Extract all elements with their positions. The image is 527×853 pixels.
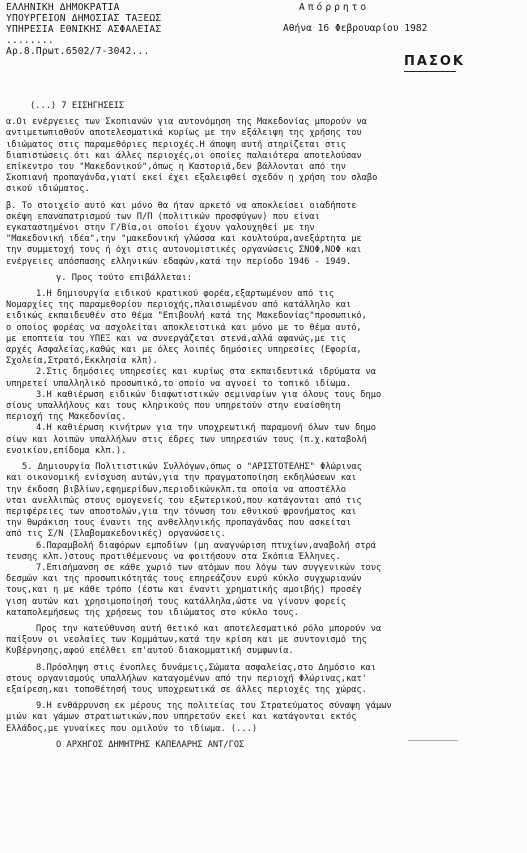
body-line: γιση αυτών και χρησιμοποίησή τους κατάλληλα,ώστε να γίνουν φορείς	[6, 596, 346, 607]
body-line: Σκοπιανή προπαγάνδα,γιατί εκεί έχει εξαλειφθεί σχεδόν η χρήση του σλαβο	[6, 173, 378, 184]
body-line: γ. Προς τούτο επιβάλλεται:	[56, 272, 192, 283]
body-line: τευσης κλπ.)στους προτιθέμενους να φοιτήσουν στα Σκόπια Έλληνες.	[6, 551, 341, 562]
body-line: Σχολεία,Στρατό,Εκκλησία κλπ).	[6, 356, 158, 367]
body-line: επίκεντρο του "Μακεδονικού",όπως η Καστοριά,δεν βάλλονται από την	[6, 162, 346, 173]
header-line: ΥΠΗΡΕΣΙΑ ΕΘΝΙΚΗΣ ΑΣΦΑΛΕΙΑΣ	[6, 24, 162, 35]
body-line: εξαίρεση,και τοποθέτησή τους υποχρεωτικά σε άλλες περιοχές της χώρας.	[6, 684, 367, 695]
body-line: 8.Πρόσληψη στις ένοπλες δυνάμεις,Σώματα ασφαλείας,στο Δημόσιο και	[36, 662, 376, 673]
body-line: αντιμετωπισθούν αποτελεσματικά κυρίως με την εξάλειψη της χρήσης του	[6, 128, 362, 139]
body-line: Νομαρχίες της παραμεθορίου περιοχής,πλαισιωμένου από κατάλληλο και	[6, 300, 352, 311]
protocol-number: Αρ.8.Πρωτ.6502/7-3042...	[6, 46, 150, 57]
document-body	[6, 101, 521, 751]
footer-rule	[408, 740, 458, 741]
body-line: περιφέρειες των αποστολών,για την τόνωση του εθνικού φρονήματος και	[6, 506, 357, 517]
body-line: ιδιώματος στις παραμεθόριες περιοχές.Η άποψη αυτή στηρίζεται στις	[6, 139, 346, 150]
body-line: μιών και γάμων στρατιωτικών,που υπηρετούν εκεί και κατάγονται εκτός	[6, 712, 357, 723]
body-line: σίων και λοιπών υπαλλήλων στις έδρες των υπηρεσιών τους (π.χ.καταβολή	[6, 434, 367, 445]
body-line: την θωράκιση τους έναντι της ανθελληνικής προπαγάνδας που ασκείται	[6, 518, 352, 529]
signature-line: Ο ΑΡΧΗΓΟΣ ΔΗΜΗΤΡΗΣ ΚΑΠΕΛΑΡΗΣ ΑΝΤ/ΓΟΣ	[56, 739, 245, 750]
body-line: σικού ιδιώματος.	[6, 184, 90, 195]
body-line: με εποπτεία του ΥΠΕΞ και να συνεργάζεται στενά,αλλά αφανώς,με τις	[6, 333, 346, 344]
body-line: περιοχή της Μακεδονίας.	[6, 412, 127, 423]
classification-block	[283, 2, 427, 34]
body-line: αρχές Ασφαλείας,καθώς και με όλες λοιπές δημόσιες υπηρεσίες (Εφορία,	[6, 345, 362, 356]
body-line: 9.Η ενθάρρυνση εκ μέρους της πολιτείας του Στρατεύματος σύναψη γάμων	[36, 701, 392, 712]
party-annotation-underline	[404, 71, 456, 72]
header-line: ΕΛΛΗΝΙΚΗ ΔΗΜΟΚΡΑΤΙΑ	[6, 2, 120, 13]
body-line: δεσμών και της προσωπικότητάς τους επηρεάζουν ευρύ κύκλο συγχωριανών	[6, 574, 362, 585]
body-line: α.Οι ενέργειες των Σκοπιανών για αυτονόμηση της Μακεδονίας μπορούν να	[6, 117, 367, 128]
body-line: εγκαταστημένοι στην Γ/Βία,οι οποίοι έχουν γαλουχηθεί με την	[6, 223, 315, 234]
body-line: Προς την κατεύθυνση αυτή θετικό και αποτελεσματικό ρόλο μπορούν να	[36, 623, 382, 634]
body-line: υπηρετεί υπαλληλικό προσωπικό,το οποίο να αγνοεί το τοπικό ιδίωμα.	[6, 378, 352, 389]
body-line: και οικονομική ενίσχυση αυτών,για την πραγματοποίηση εκδηλώσεων και	[6, 473, 357, 484]
document-date: Αθήνα 16 Φεβρουαρίου 1982	[283, 23, 428, 34]
body-line: 3.Η καθιέρωση ειδικών διαφωτιστικών σεμιναρίων για όλους τους δημο	[36, 389, 382, 400]
body-line: από τις Σ/Ν (Σλαβομακεδονικές) οργανώσεις.	[6, 529, 226, 540]
body-line: 1.Η δημιουργία ειδικού κρατικού φορέα,εξαρτωμένου από τις	[36, 289, 335, 300]
body-line: Κυβέρνησης,αφού επέλθει επ'αυτού διακομματική συμφωνία.	[6, 646, 294, 657]
body-line: (...) 7 ΕΙΣΗΓΗΣΕΙΣ	[30, 101, 125, 111]
body-line: ενέργειες απόσπασης ελληνικών εδαφών,κατά την περίοδο 1946 - 1949.	[6, 256, 352, 267]
body-line: παίξουν οι νεολαίες των Κομμάτων,κατά την κρίση και με συντονισμό της	[6, 635, 367, 646]
body-line: 4.Η καθιέρωση κινήτρων για την υποχρεωτική παραμονή όλων των δημο	[36, 423, 376, 434]
body-line: την έκδοση βιβλίων,εφημερίδων,περιοδικώνκλπ.τα οποία να αποστέλλο	[6, 484, 346, 495]
body-line: σίους υπαλλήλους και τους κληρικούς που υπηρετούν στην ευαίσθητη	[6, 401, 341, 412]
header-line: ........	[6, 35, 54, 46]
body-line: 7.Επισήμανση σε κάθε χωριό των ατόμων που λόγω των συγγενικών τους	[36, 562, 382, 573]
classification-label: Απόρρητο	[299, 2, 370, 13]
body-line: τους,και η με κάθε τρόπο (έστω και έναντι χρηματικής αμοιβής) προσέγ	[6, 585, 362, 596]
body-line: "Μακεδονική ιδέα",την "μακεδονική γλώσσα και κουλτούρα,ανεξάρτητα με	[6, 234, 362, 245]
body-line: διαπιστώσεις ότι και άλλες περιοχές,οι οποίες παλαιότερα αποτελούσαν	[6, 150, 362, 161]
body-line: β. Το στοιχείο αυτό και μόνο θα ήταν αρκετό να αποκλείσει οιαδήποτε	[6, 200, 357, 211]
body-line: 2.Στις δημόσιες υπηρεσίες και κυρίως στα εκπαιδευτικά ιδρύματα να	[36, 367, 376, 378]
body-line: στους οργανισμούς υπαλλήλων καταγομένων από την περιοχή Φλώρινας,κατ'	[6, 673, 367, 684]
body-line: καταπολεμήσεως της χρήσεως του ιδιώματος στο κύκλο τους.	[6, 607, 299, 618]
header-line: ΥΠΟΥΡΓΕΙΟΝ ΔΗΜΟΣΙΑΣ ΤΑΞΕΩΣ	[6, 13, 162, 24]
body-line: νται ανελλιπώς στους ομογενείς του εξωτερικού,που κατάγονται από τις	[6, 495, 362, 506]
body-line: 6.Παραμβολή διαφόρων εμποδίων (μη αναγνώριση πτυχίων,αναβολή στρά	[36, 540, 376, 551]
body-line: Ελλάδος,με γυναίκες που ομιλούν το ιδίωμα. (...)	[6, 723, 258, 734]
issuing-authority-block	[6, 2, 161, 57]
body-line: ο οποίος φορέας να ασχολείται αποκλειστικά και μόνο με το θέμα αυτό,	[6, 322, 362, 333]
body-line: ενοικίου,επίδομα κλπ.).	[6, 445, 127, 456]
body-line: ειδικώς εκπαιδευθέν στο θέμα "Επιβουλή κατά της Μακεδονίας"προσωπικό,	[6, 311, 367, 322]
party-annotation: ΠΑΣΟΚ	[404, 54, 465, 69]
body-line: 5. Δημιουργία Πολιτιστικών Συλλόγων,όπως ο "ΑΡΙΣΤΟΤΕΛΗΣ" Φλώρινας	[22, 462, 362, 473]
body-line: σκέψη επαναπατρισμού των Π/Π (πολιτικών προσφύγων) που είναι	[6, 211, 320, 222]
body-line: την συμμετοχή τους ή όχι στις αυτονομιστικές οργανώσεις ΣΝΟΦ,ΝΟΦ και	[6, 245, 362, 256]
